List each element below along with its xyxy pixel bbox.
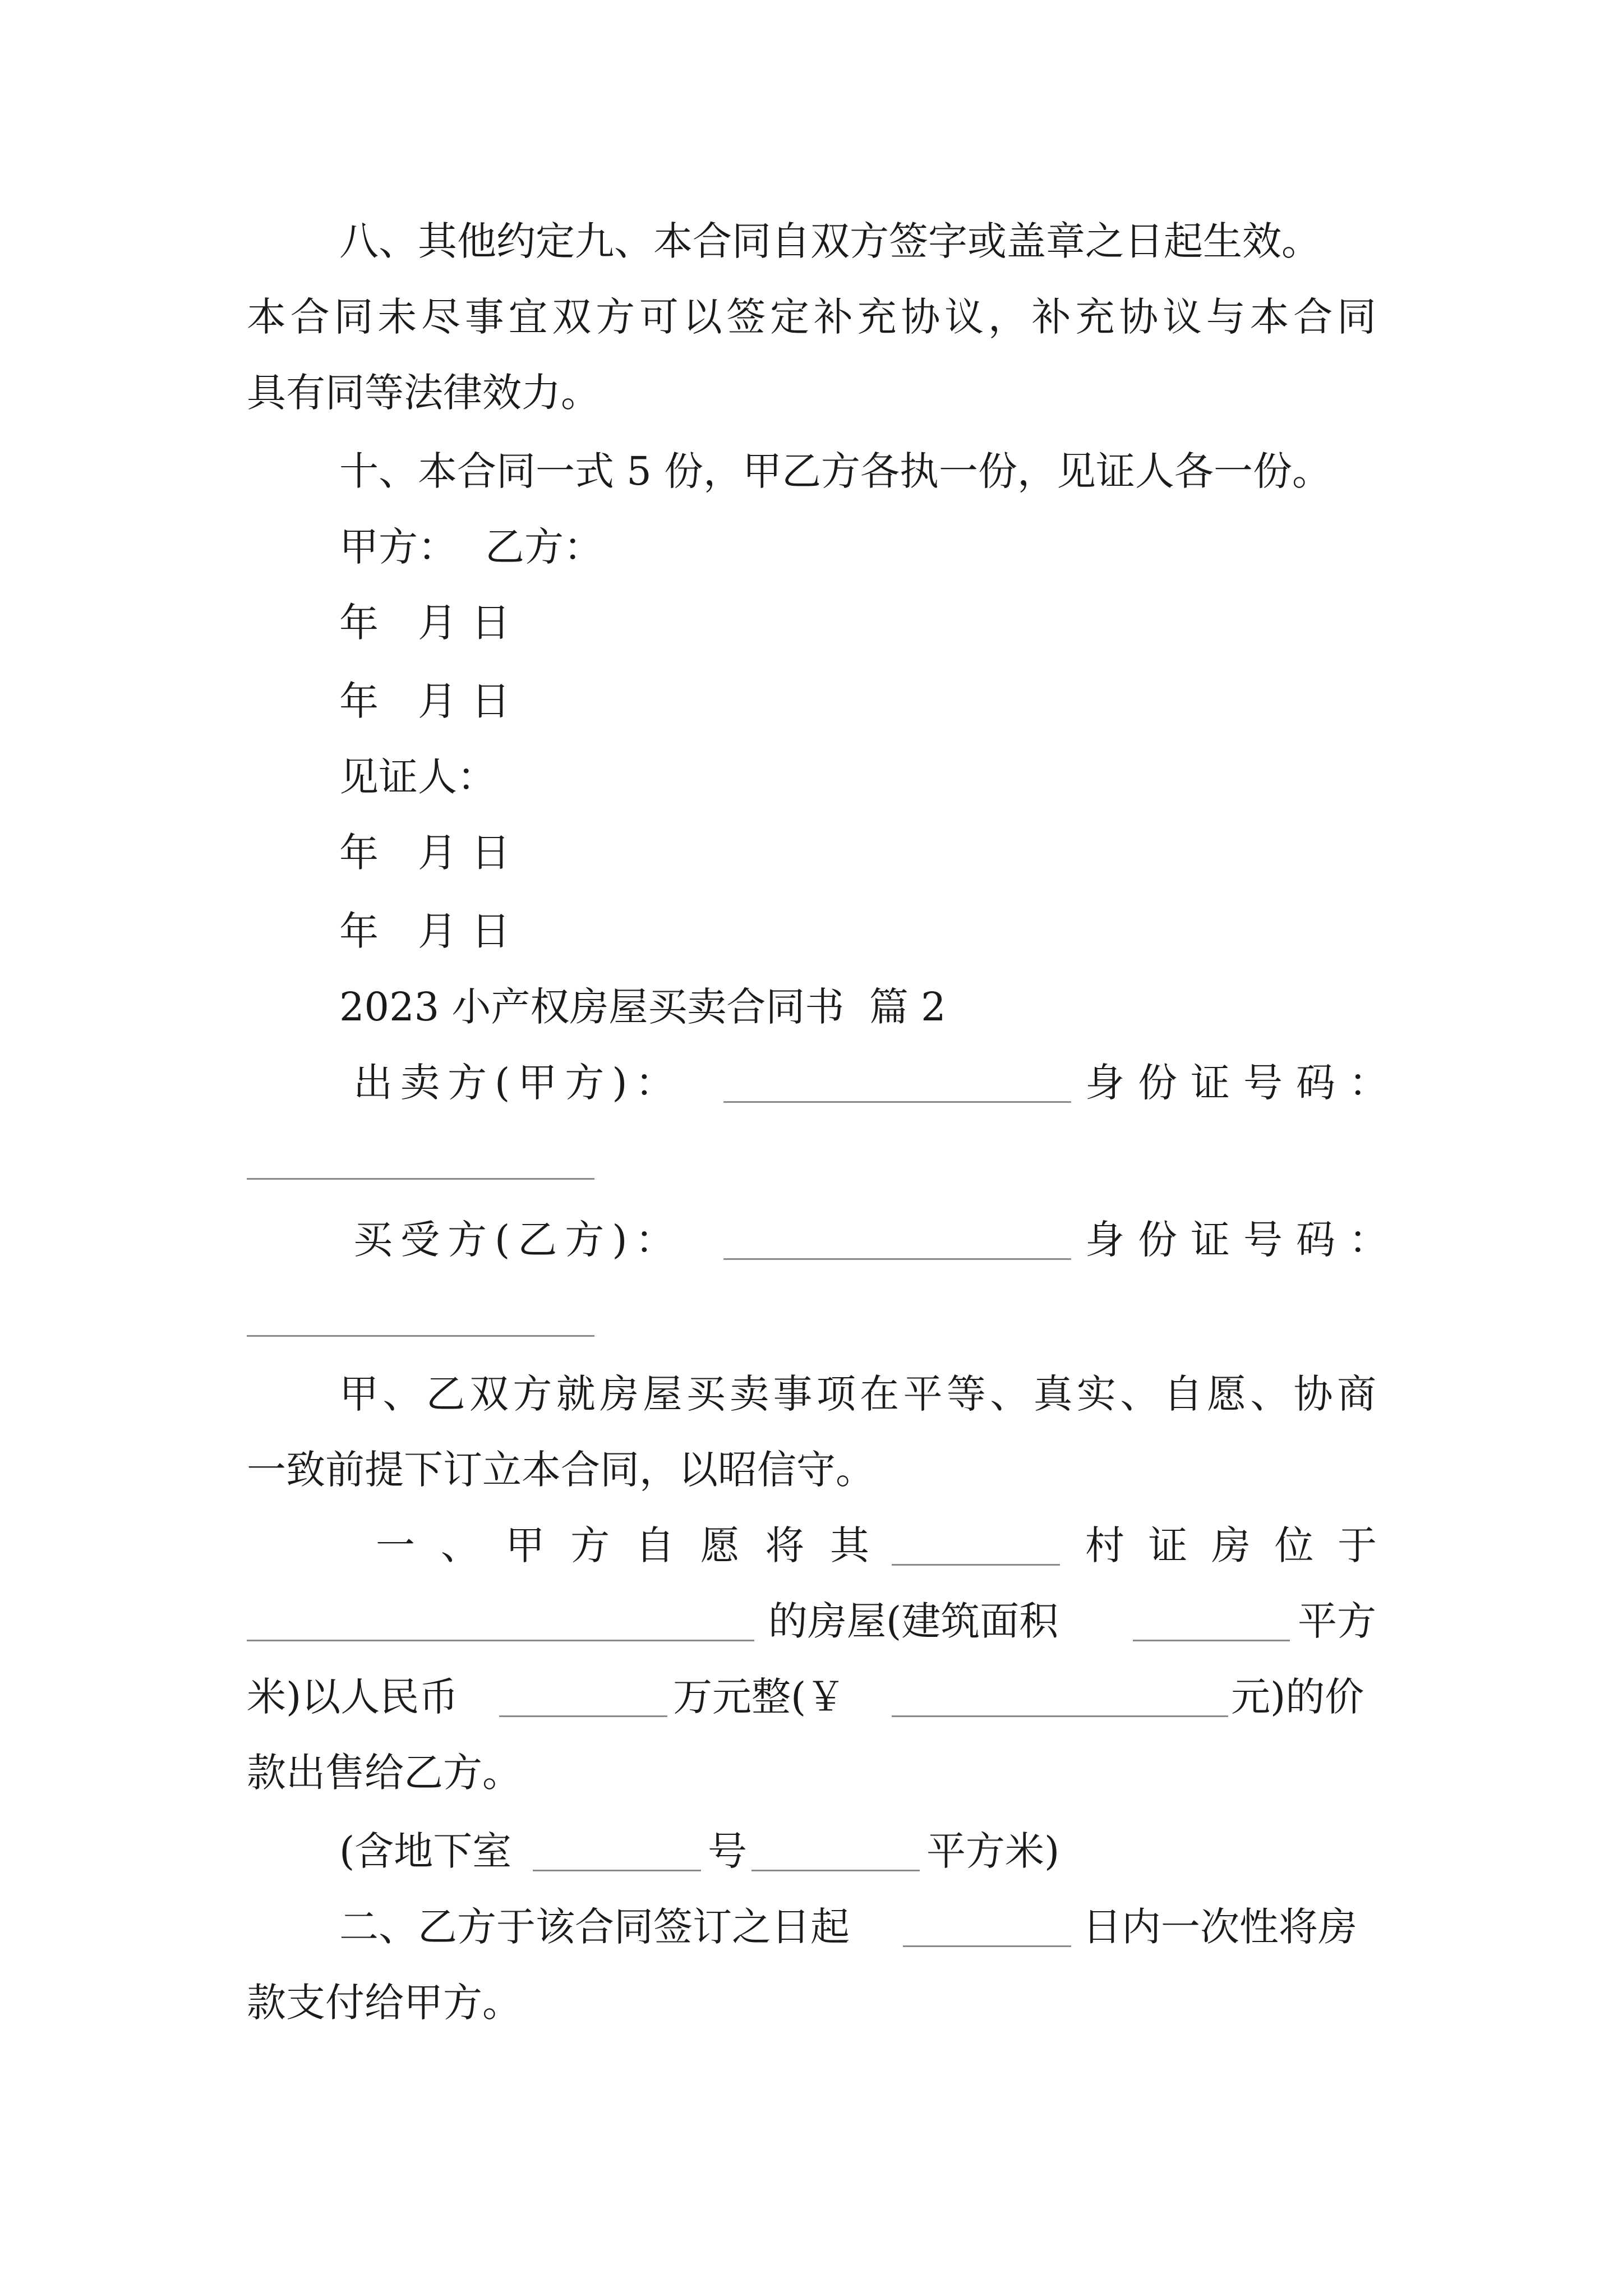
date-month-label: 月 [418,830,457,876]
date-month-label: 月 [418,600,457,646]
signature-parties [339,524,603,570]
buyer-id-blank [247,1335,594,1337]
date-year-label: 年 [339,830,379,876]
date-year-label: 年 [339,600,379,646]
date-day-label: 日 [471,908,510,954]
date-line-3 [0,830,1623,878]
basement-number-blank [533,1870,701,1871]
party-a-label: 甲方： [339,524,457,570]
basement-area-unit: 平方米) [926,1828,1060,1874]
seller-name-blank [723,1101,1071,1103]
date-year-label: 年 [339,678,379,724]
basement-number-unit: 号 [708,1828,747,1874]
clause-10: 十、本合同一式 5 份，甲乙方各执一份，见证人各一份。 [339,448,1332,494]
clause-8-9-line-1: 八、其他约定九、本合同自双方签字或盖章之日起生效。 [339,218,1321,264]
buyer-label: 买受方(乙方)： [353,1217,683,1263]
date-month-label: 月 [418,908,457,954]
basement-area-blank [751,1870,920,1871]
date-day-label: 日 [471,600,510,646]
clause-1-price-label: 米)以人民币 [247,1674,459,1720]
buyer-name-blank [723,1258,1071,1260]
section-2-heading [339,984,946,1030]
seller-id-label: 身份证号码： [1085,1060,1401,1106]
clause-1-price-end: 元)的价 [1231,1674,1364,1720]
witness-label: 见证人： [339,754,496,800]
date-line-4 [0,908,1623,956]
clause-1-line-4: 款出售给乙方。 [247,1750,522,1796]
date-month-label: 月 [418,678,457,724]
seller-label: 出卖方(甲方)： [353,1060,683,1106]
clause-1-part-2: 村证房位于 [1085,1522,1377,1568]
clause-8-9-line-2: 本合同未尽事宜双方可以签定补充协议，补充协议与本合同 [247,294,1376,340]
date-line-2 [0,678,1623,726]
clause-2-label: 二、乙方于该合同签订之日起 [339,1904,850,1950]
intro-line-1: 甲、乙双方就房屋买卖事项在平等、真实、自愿、协商 [339,1371,1376,1417]
price-wan-blank [499,1715,667,1717]
price-yuan-blank [892,1715,1228,1717]
clause-1-area-label: 的房屋(建筑面积 [768,1598,1059,1644]
date-day-label: 日 [471,678,510,724]
clause-2-line-2: 款支付给甲方。 [247,1980,522,2026]
party-b-label: 乙方： [485,524,603,570]
clause-1-part-1: 一、甲方自愿将其 [376,1522,869,1568]
clause-8-9-line-3: 具有同等法律效力。 [247,370,600,416]
section-2-number: 篇 2 [869,984,946,1030]
section-2-title: 2023 小产权房屋买卖合同书 [339,984,845,1030]
clause-1-area-unit: 平方 [1298,1598,1376,1644]
payment-days-blank [903,1945,1071,1947]
date-line-1 [0,600,1623,648]
basement-label: (含地下室 [339,1828,512,1874]
clause-2-end: 日内一次性将房 [1082,1904,1357,1950]
area-blank [1133,1640,1290,1641]
buyer-id-label: 身份证号码： [1085,1217,1401,1263]
village-blank [892,1564,1060,1566]
seller-id-blank [247,1178,594,1180]
date-day-label: 日 [471,830,510,876]
clause-1-price-unit: 万元整(￥ [673,1674,846,1720]
intro-line-2: 一致前提下订立本合同，以昭信守。 [247,1447,875,1493]
location-blank [247,1640,754,1641]
date-year-label: 年 [339,908,379,954]
